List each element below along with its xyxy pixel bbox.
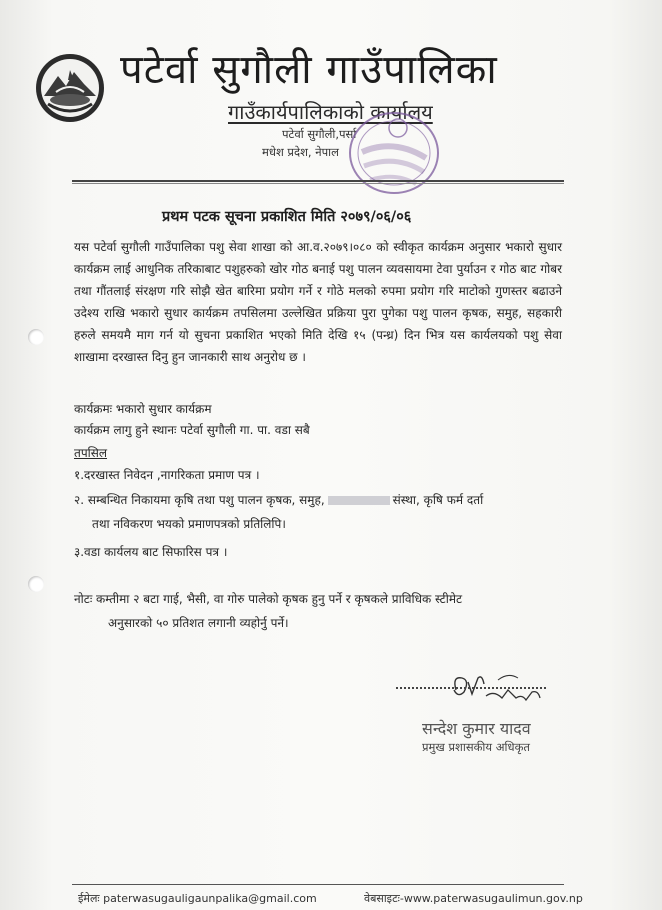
footer-divider bbox=[72, 884, 564, 885]
list-item-2 bbox=[74, 491, 483, 508]
list-item-2-part2: संस्था, कृषि फर्म दर्ता bbox=[392, 493, 484, 507]
program-line: कार्यक्रमः भकारो सुधार कार्यक्रम bbox=[74, 402, 212, 416]
address-line-2: मधेश प्रदेश, नेपाल bbox=[262, 145, 339, 159]
program-place-line: कार्यक्रम लागु हुने स्थानः पटेर्वा सुगौली गा. पा. वडा सबै bbox=[74, 423, 310, 437]
footer-website[interactable]: वेबसाइटः-www.paterwasugaulimun.gov.np bbox=[364, 892, 583, 905]
office-subtitle: गाउँकार्यपालिकाको कार्यालय bbox=[228, 100, 433, 124]
header-divider-thin bbox=[72, 183, 564, 184]
list-item-1: १.दरखास्त निवेदन ,नागरिकता प्रमाण पत्र । bbox=[74, 468, 260, 482]
office-seal-stamp bbox=[346, 108, 442, 198]
punch-hole bbox=[28, 576, 44, 592]
nepal-emblem-icon bbox=[34, 52, 106, 124]
signatory-name: सन्देश कुमार यादव bbox=[422, 719, 531, 738]
list-item-2-part1: २. सम्बन्धित निकायमा कृषि तथा पशु पालन कृषक, समुह, bbox=[74, 493, 325, 507]
punch-hole bbox=[28, 329, 44, 345]
list-item-2-continued: तथा नविकरण भयको प्रमाणपत्रको प्रतिलिपि। bbox=[92, 517, 286, 531]
header-divider bbox=[72, 180, 564, 182]
notice-heading: प्रथम पटक सूचना प्रकाशित मिति २०७९/०६/०६ bbox=[162, 209, 412, 225]
redacted-text bbox=[328, 496, 390, 505]
notice-body: यस पटेर्वा सुगौली गाउँपालिका पशु सेवा शाखा को आ.व.२०७९।०८० को स्वीकृत कार्यक्रम अनुसार भकारो सुधार कार्यक्रम लाई आधुनिक तरिकाबाट पशुहरुको खोर गोठ बनाई पशु पालन व्यवसायमा टेवा पुर्याउन र गोठ बाट गोबर तथा गौंतलाई संरक्षण गरि सोझै खेत बारिमा प्रयोग गर्ने र गोठे मलको रुपमा प्रयोग गरि माटोको गुणस्तर बढाउने उदेश्य राखि भकारो सुधार कार्यक्रम तपसिलमा उल्लेखित प्रक्रिया पुरा पुगेका पशु पालन कृषक, समुह, सहकारी हरुले समयमै माग गर्न यो सुचना प्रकाशित भएको मिति देखि १५ (पन्ध्र) दिन भित्र यस कार्यलयको पशु सेवा शाखामा दरखास्त दिनु हुन जानकारी साथ अनुरोध छ । bbox=[74, 240, 562, 365]
note-line-2: अनुसारको ५० प्रतिशत लगानी व्यहोर्नु पर्ने। bbox=[108, 616, 289, 630]
footer-email[interactable]: ईमेलः paterwasugauligaunpalika@gmail.com bbox=[78, 892, 317, 905]
signature-line bbox=[396, 687, 546, 689]
list-item-3: ३.वडा कार्यलय बाट सिफारिस पत्र । bbox=[74, 545, 228, 559]
address-line-1: पटेर्वा सुगौली,पर्सा bbox=[282, 127, 357, 141]
handwritten-signature bbox=[398, 668, 558, 718]
tapasil-label: तपसिल bbox=[74, 446, 108, 460]
note-line-1: नोटः कम्तीमा २ बटा गाई, भैसी, वा गोरु पालेको कृषक हुनु पर्ने र कृषकले प्राविधिक स्टीमेट bbox=[74, 592, 463, 606]
signatory-designation: प्रमुख प्रशासकीय अधिकृत bbox=[422, 740, 530, 754]
page-title: पटेर्वा सुगौली गाउँपालिका bbox=[120, 47, 498, 93]
